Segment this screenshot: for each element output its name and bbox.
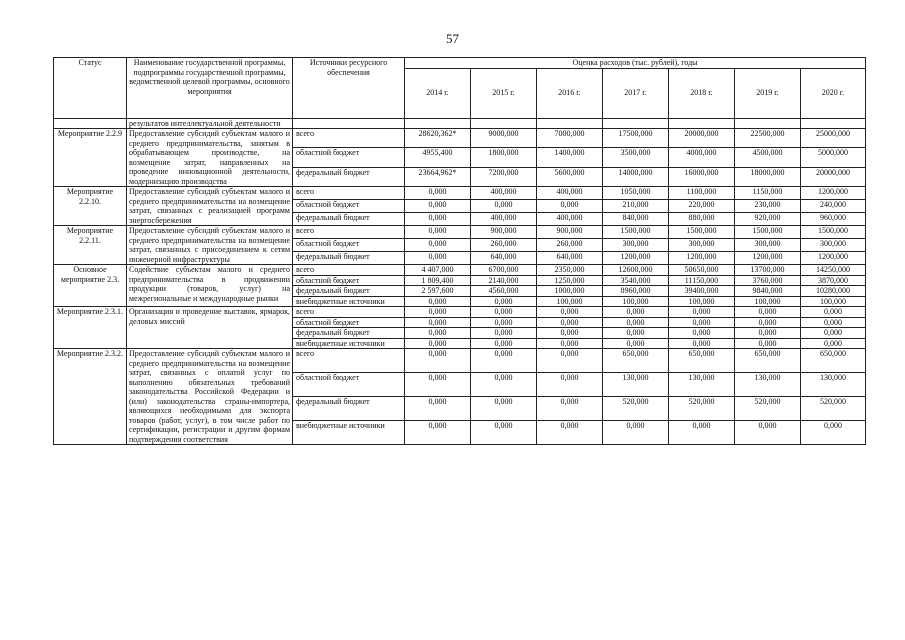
value-cell: 130,000 (603, 373, 669, 397)
value-cell: 0,000 (405, 213, 471, 226)
value-cell: 650,000 (801, 349, 866, 373)
value-cell: 0,000 (471, 373, 537, 397)
value-cell: 0,000 (471, 296, 537, 307)
value-cell: 0,000 (471, 317, 537, 328)
value-cell: 0,000 (537, 421, 603, 445)
value-cell: 900,000 (471, 226, 537, 239)
value-cell: 0,000 (669, 307, 735, 318)
value-cell: 4560,000 (471, 286, 537, 297)
value-cell: 0,000 (471, 200, 537, 213)
value-cell: 0,000 (801, 328, 866, 339)
header-year: 2016 г. (537, 68, 603, 118)
table-row (54, 307, 866, 318)
value-cell: 1200,000 (603, 252, 669, 265)
value-cell: 4955,400 (405, 148, 471, 167)
value-cell: 1500,000 (801, 226, 866, 239)
value-cell: 0,000 (537, 307, 603, 318)
value-cell: 0,000 (669, 328, 735, 339)
value-cell: 0,000 (471, 421, 537, 445)
value-cell: 960,000 (801, 213, 866, 226)
source-cell: областной бюджет (293, 200, 405, 213)
name-cell: Организация и проведение выставок, ярмарок, деловых миссий (127, 307, 293, 349)
value-cell: 300,000 (603, 239, 669, 252)
value-cell: 880,000 (669, 213, 735, 226)
value-cell: 0,000 (537, 338, 603, 349)
source-cell: федеральный бюджет (293, 213, 405, 226)
source-cell: федеральный бюджет (293, 286, 405, 297)
value-cell: 640,000 (471, 252, 537, 265)
value-cell: 0,000 (735, 317, 801, 328)
value-cell: 640,000 (537, 252, 603, 265)
value-cell: 0,000 (405, 349, 471, 373)
source-cell: областной бюджет (293, 239, 405, 252)
source-cell: всего (293, 129, 405, 148)
value-cell: 17500,000 (603, 129, 669, 148)
value-cell: 0,000 (471, 338, 537, 349)
value-cell: 18000,000 (735, 167, 801, 186)
value-cell: 9000,000 (471, 129, 537, 148)
value-cell: 0,000 (471, 349, 537, 373)
value-cell: 7200,000 (471, 167, 537, 186)
value-cell: 0,000 (735, 338, 801, 349)
value-cell: 0,000 (405, 226, 471, 239)
value-cell: 1200,000 (669, 252, 735, 265)
value-cell: 900,000 (537, 226, 603, 239)
value-cell: 1500,000 (669, 226, 735, 239)
value-cell: 100,000 (669, 296, 735, 307)
value-cell: 4 407,000 (405, 265, 471, 276)
status-cell: Мероприятие 2.2.9 (54, 129, 127, 187)
value-cell: 39400,000 (669, 286, 735, 297)
value-cell: 8960,000 (603, 286, 669, 297)
value-cell: 1 809,400 (405, 275, 471, 286)
value-cell: 400,000 (537, 213, 603, 226)
value-cell: 3870,000 (801, 275, 866, 286)
value-cell: 0,000 (405, 187, 471, 200)
value-cell: 0,000 (405, 328, 471, 339)
header-name: Наименование государственной программы, подпрограммы государственной программы, ведомственной целевой программы, основного мероприятия (127, 58, 293, 119)
value-cell: 0,000 (735, 421, 801, 445)
value-cell: 220,000 (669, 200, 735, 213)
value-cell: 300,000 (801, 239, 866, 252)
value-cell: 240,000 (801, 200, 866, 213)
value-cell: 0,000 (669, 421, 735, 445)
header-row (54, 58, 866, 69)
value-cell: 0,000 (471, 307, 537, 318)
source-cell: федеральный бюджет (293, 328, 405, 339)
value-cell: 4500,000 (735, 148, 801, 167)
source-cell: областной бюджет (293, 373, 405, 397)
value-cell: 520,000 (669, 397, 735, 421)
value-cell: 260,000 (471, 239, 537, 252)
table-row (54, 349, 866, 373)
value-cell: 100,000 (537, 296, 603, 307)
value-cell: 0,000 (405, 239, 471, 252)
name-cell: Предоставление субсидий субъектам малого и среднего предпринимательства на возмещение затрат, связанных с присоединением к сетям инженерной инфраструктуры (127, 226, 293, 265)
value-cell: 0,000 (603, 328, 669, 339)
value-cell: 260,000 (537, 239, 603, 252)
source-cell: внебюджетные источники (293, 296, 405, 307)
value-cell: 20000,000 (669, 129, 735, 148)
name-cell: Предоставление субсидий субъектам малого и среднего предпринимательства на возмещение затрат, связанных с оплатой услуг по выполнению обязательных требований законодательства Российской Федерации и (или) законодательства страны-импортера, являющихся необходимыми для экспорта товаров (работ, услуг), в том числе работ по сертификации, регистрации и другим формам подтверждения соответствия (127, 349, 293, 445)
value-cell: 400,000 (471, 213, 537, 226)
value-cell: 100,000 (603, 296, 669, 307)
value-cell: 0,000 (669, 317, 735, 328)
value-cell: 0,000 (537, 317, 603, 328)
value-cell: 1000,000 (537, 286, 603, 297)
value-cell: 28620,362* (405, 129, 471, 148)
header-year: 2015 г. (471, 68, 537, 118)
source-cell: внебюджетные источники (293, 421, 405, 445)
value-cell: 12600,000 (603, 265, 669, 276)
value-cell: 1150,000 (735, 187, 801, 200)
value-cell: 1250,000 (537, 275, 603, 286)
value-cell: 2 597,600 (405, 286, 471, 297)
value-cell: 520,000 (801, 397, 866, 421)
value-cell: 300,000 (669, 239, 735, 252)
value-cell: 0,000 (537, 328, 603, 339)
source-cell: всего (293, 265, 405, 276)
header-estimate: Оценка расходов (тыс. рублей), годы (405, 58, 866, 69)
value-cell: 520,000 (735, 397, 801, 421)
header-year: 2014 г. (405, 68, 471, 118)
header-year: 2018 г. (669, 68, 735, 118)
source-cell: областной бюджет (293, 275, 405, 286)
value-cell: 14000,000 (603, 167, 669, 186)
table-body (54, 118, 866, 445)
value-cell: 0,000 (405, 373, 471, 397)
value-cell: 25000,000 (801, 129, 866, 148)
value-cell: 0,000 (537, 200, 603, 213)
value-cell: 2140,000 (471, 275, 537, 286)
source-cell: всего (293, 307, 405, 318)
value-cell: 0,000 (405, 307, 471, 318)
value-cell: 0,000 (471, 397, 537, 421)
name-cell: Предоставление субсидий субъектам малого и среднего предпринимательства на возмещение затрат, связанных с реализацией программ энергосбережения (127, 187, 293, 226)
continuation-row (54, 118, 866, 129)
value-cell: 0,000 (471, 328, 537, 339)
value-cell: 1500,000 (735, 226, 801, 239)
table-row (54, 226, 866, 239)
value-cell: 0,000 (603, 421, 669, 445)
value-cell: 0,000 (801, 338, 866, 349)
header-sources: Источники ресурсного обеспечения (293, 58, 405, 119)
value-cell: 0,000 (735, 328, 801, 339)
value-cell: 300,000 (735, 239, 801, 252)
value-cell: 0,000 (405, 252, 471, 265)
value-cell: 0,000 (537, 397, 603, 421)
value-cell: 1500,000 (603, 226, 669, 239)
value-cell: 6700,000 (471, 265, 537, 276)
value-cell: 1200,000 (735, 252, 801, 265)
value-cell: 650,000 (603, 349, 669, 373)
value-cell: 650,000 (669, 349, 735, 373)
status-cell: Мероприятие 2.3.2. (54, 349, 127, 445)
value-cell: 5600,000 (537, 167, 603, 186)
value-cell: 0,000 (405, 397, 471, 421)
source-cell: внебюджетные источники (293, 338, 405, 349)
value-cell: 22500,000 (735, 129, 801, 148)
value-cell: 20000,000 (801, 167, 866, 186)
source-cell: федеральный бюджет (293, 397, 405, 421)
value-cell: 0,000 (405, 421, 471, 445)
value-cell: 400,000 (537, 187, 603, 200)
value-cell: 210,000 (603, 200, 669, 213)
value-cell: 1100,000 (669, 187, 735, 200)
value-cell: 13700,000 (735, 265, 801, 276)
value-cell: 0,000 (405, 296, 471, 307)
value-cell: 130,000 (735, 373, 801, 397)
value-cell: 100,000 (735, 296, 801, 307)
status-cell: Мероприятие 2.2.11. (54, 226, 127, 265)
value-cell: 5000,000 (801, 148, 866, 167)
value-cell: 50650,000 (669, 265, 735, 276)
value-cell: 16000,000 (669, 167, 735, 186)
value-cell: 0,000 (603, 338, 669, 349)
value-cell: 0,000 (603, 307, 669, 318)
value-cell: 1050,000 (603, 187, 669, 200)
value-cell: 840,000 (603, 213, 669, 226)
name-cell: Содействие субъектам малого и среднего предпринимательства в продвижении продукции (товаров, услуг) на межрегиональные и международные рынки (127, 265, 293, 307)
name-cell: Предоставление субсидий субъектам малого и среднего предпринимательства, занятым в обрабатывающем производстве, на возмещение затрат, направленных на проведение инновационной деятельности, модернизацию производства (127, 129, 293, 187)
value-cell: 3760,000 (735, 275, 801, 286)
value-cell: 0,000 (735, 307, 801, 318)
value-cell: 1200,000 (801, 252, 866, 265)
header-status: Статус (54, 58, 127, 119)
table-row (54, 129, 866, 148)
value-cell: 0,000 (405, 200, 471, 213)
value-cell: 0,000 (801, 421, 866, 445)
value-cell: 100,000 (801, 296, 866, 307)
value-cell: 0,000 (669, 338, 735, 349)
source-cell: областной бюджет (293, 148, 405, 167)
value-cell: 2350,000 (537, 265, 603, 276)
value-cell: 0,000 (801, 317, 866, 328)
value-cell: 1800,000 (471, 148, 537, 167)
value-cell: 23664,962* (405, 167, 471, 186)
value-cell: 3540,000 (603, 275, 669, 286)
status-cell: Основное мероприятие 2.3. (54, 265, 127, 307)
header-year: 2020 г. (801, 68, 866, 118)
value-cell: 230,000 (735, 200, 801, 213)
value-cell: 0,000 (405, 338, 471, 349)
table-row (54, 187, 866, 200)
source-cell: федеральный бюджет (293, 167, 405, 186)
table-row (54, 265, 866, 276)
value-cell: 0,000 (405, 317, 471, 328)
value-cell: 0,000 (537, 349, 603, 373)
value-cell: 7000,000 (537, 129, 603, 148)
value-cell: 400,000 (471, 187, 537, 200)
value-cell: 9840,000 (735, 286, 801, 297)
value-cell: 520,000 (603, 397, 669, 421)
value-cell: 130,000 (801, 373, 866, 397)
expenditure-table (53, 57, 866, 445)
value-cell: 0,000 (537, 373, 603, 397)
continuation-text: результатов интеллектуальной деятельности (127, 118, 293, 129)
status-cell: Мероприятие 2.3.1. (54, 307, 127, 349)
value-cell: 11150,000 (669, 275, 735, 286)
source-cell: всего (293, 349, 405, 373)
value-cell: 14250,000 (801, 265, 866, 276)
value-cell: 3500,000 (603, 148, 669, 167)
value-cell: 4000,000 (669, 148, 735, 167)
value-cell: 1200,000 (801, 187, 866, 200)
value-cell: 650,000 (735, 349, 801, 373)
header-year: 2017 г. (603, 68, 669, 118)
source-cell: всего (293, 187, 405, 200)
source-cell: всего (293, 226, 405, 239)
source-cell: федеральный бюджет (293, 252, 405, 265)
source-cell: областной бюджет (293, 317, 405, 328)
value-cell: 0,000 (603, 317, 669, 328)
value-cell: 1400,000 (537, 148, 603, 167)
status-cell: Мероприятие 2.2.10. (54, 187, 127, 226)
value-cell: 920,000 (735, 213, 801, 226)
header-year: 2019 г. (735, 68, 801, 118)
value-cell: 130,000 (669, 373, 735, 397)
value-cell: 10280,000 (801, 286, 866, 297)
page-number: 57 (446, 31, 459, 46)
value-cell: 0,000 (801, 307, 866, 318)
